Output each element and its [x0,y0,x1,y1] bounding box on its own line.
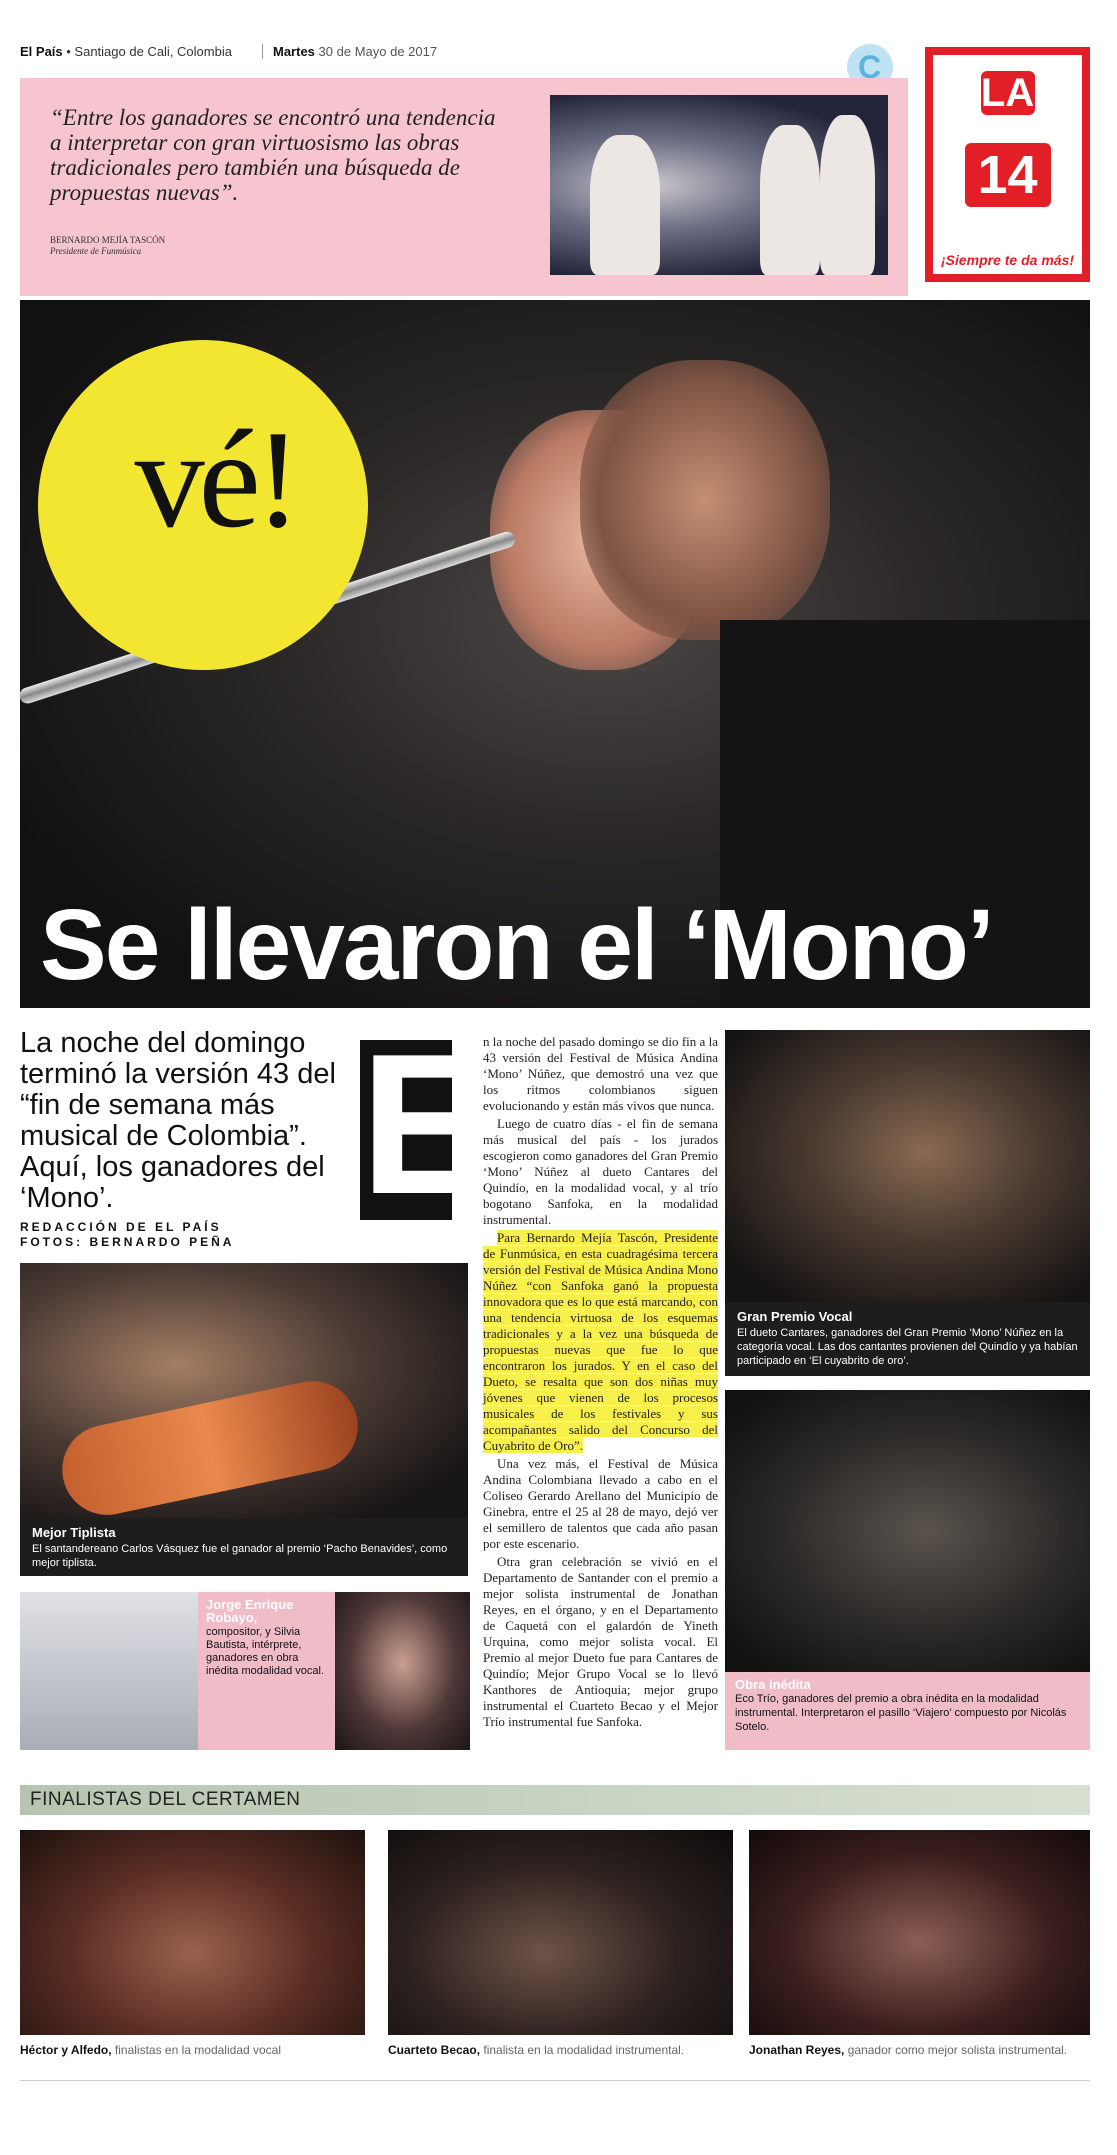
la14-logo [925,47,1090,282]
silvia-photo [335,1592,470,1750]
location: Santiago de Cali, Colombia [74,44,232,59]
pull-quote: “Entre los ganadores se encontró una tendencia a interpretar con gran virtuosismo las obras tradicionales pero también una búsqueda de propuestas nuevas”. [50,105,496,205]
issue-date [262,44,437,59]
banner-photo [550,95,888,275]
finalist-photo-2 [388,1830,733,2035]
finalists-title: FINALISTAS DEL CERTAMEN [30,1789,301,1810]
body-paragraph-1: n la noche del pasado domingo se dio fin a la 43 versión del Festival de Música Andina ‘Mono’ Núñez, que demostró una vez que los ritmos colombianos siguen evolucionando y están más vivos que nunca. [483,1034,718,1113]
jorge-caption-title: Jorge Enrique Robayo, [206,1597,294,1625]
finalist-desc: finalista en la modalidad instrumental. [480,2043,685,2057]
obra-inedita-caption-title: Obra inédita [735,1677,811,1692]
body-paragraph-3 [483,1230,718,1454]
finalist-photo-1 [20,1830,365,2035]
highlighted-text: Para Bernardo Mejía Tascón, Presidente de Funmúsica, en esta cuadragésima tercera versión del Festival de Música Andina Mono Núñez “con Sanfoka ganó la propuesta innovadora que es lo que está marcando, con una tendencia virtuosa de los esquemas tradicionales y a la vez una búsqueda de propuestas nuevas que fue lo que encontraron los jurados. Y en el caso del Dueto, se resalta que son dos niñas muy jóvenes que vienen de los procesos musicales de los festivales y sus acompañantes salido del Concurso del Cuyabrito de Oro”. [483,1230,718,1453]
jorge-caption-text: compositor, y Silvia Bautista, intérprete, ganadores en obra inédita modalidad vocal. [206,1626,325,1677]
dropcap: E [360,1013,494,1236]
body-paragraph-5: Otra gran celebración se vivió en el Departamento de Santander con el premio a mejor solista instrumental de Jonathan Reyes, en el órgano, y en el Departamento de Caquetá con el galardón de Yineth Urquina, como mejor solista vocal. El Premio al mejor Dueto fue para Cantares de Quindío; Mejor Grupo Vocal se lo llevó Kanthores de Antioquia; mejor grupo instrumental el Cuarteto Becao y el Mejor Trío instrumental fue Sanfoka. [483,1554,718,1729]
finalist-caption-3 [749,2043,1067,2057]
quote-author: BERNARDO MEJÍA TASCÓN [50,235,166,245]
weekday: Martes [273,44,315,59]
tiplista-caption-text: El santandereano Carlos Vásquez fue el ganador al premio ‘Pacho Benavides’, como mejor tiplista. [32,1543,448,1569]
tiplista-photo [20,1263,468,1518]
finalist-name: Cuarteto Becao, [388,2043,481,2057]
finalist-desc: ganador como mejor solista instrumental. [844,2043,1068,2057]
logo-line2: 14 [965,143,1051,207]
credits [20,1220,234,1250]
tiplista-caption [20,1518,468,1576]
gran-premio-caption [725,1302,1090,1376]
section-name: vé! [134,402,296,557]
finalist-caption-1 [20,2043,281,2057]
headline: Se llevaron el ‘Mono’ [40,889,993,1001]
tiplista-caption-title: Mejor Tiplista [32,1525,116,1540]
photo-credit: FOTOS: BERNARDO PEÑA [20,1235,235,1249]
obra-inedita-caption-text: Eco Trío, ganadores del premio a obra inédita en la modalidad instrumental. Interpretaron el pasillo ‘Viajero’ compuesto por Nicolás Sotelo. [735,1693,1067,1733]
logo-tagline: ¡Siempre te da más! [940,252,1075,268]
obra-inedita-caption [725,1672,1090,1750]
masthead: El País • Santiago de Cali, Colombia [20,44,232,59]
article-body [483,1034,718,1732]
gran-premio-caption-title: Gran Premio Vocal [737,1309,853,1324]
body-paragraph-4: Una vez más, el Festival de Música Andina Colombiana llevado a cabo en el Coliseo Gerardo Arellano del Municipio de Ginebra, entre el 25 al 28 de mayo, dejó ver el semillero de talentos que cada año pasan por este escenario. [483,1456,718,1551]
jorge-photo [20,1592,198,1750]
date-text: 30 de Mayo de 2017 [318,44,438,59]
writer-credit: REDACCIÓN DE EL PAÍS [20,1220,222,1234]
gran-premio-photo [725,1030,1090,1302]
obra-inedita-photo [725,1390,1090,1672]
jorge-caption [198,1592,335,1750]
finalist-desc: finalistas en la modalidad vocal [111,2043,282,2057]
logo-line1: LA [980,71,1035,115]
quote-role: Presidente de Funmúsica [50,246,142,256]
lead-text: La noche del domingo terminó la versión 43 del “fin de semana más musical de Colombia”. Aquí, los ganadores del ‘Mono’. [20,1027,336,1214]
body-paragraph-2: Luego de cuatro días - el fin de semana más musical del país - los jurados escogieron como ganadores del Gran Premio ‘Mono’ Núñez al dueto Cantares del Quindío, en la modalidad vocal, y al trío bogotano Sanfoka, en la modalidad instrumental. [483,1116,718,1227]
finalist-caption-2 [388,2043,684,2057]
finalist-name: Héctor y Alfedo, [20,2043,112,2057]
paper-name: El País [20,44,63,59]
gran-premio-caption-text: El dueto Cantares, ganadores del Gran Premio ‘Mono’ Núñez en la categoría vocal. Las dos cantantes provienen del Quindío y ya habían participado en ‘El cuyabrito de oro’. [737,1327,1078,1367]
bottom-rule [20,2080,1090,2081]
finalist-name: Jonathan Reyes, [749,2043,845,2057]
finalist-photo-3 [749,1830,1090,2035]
